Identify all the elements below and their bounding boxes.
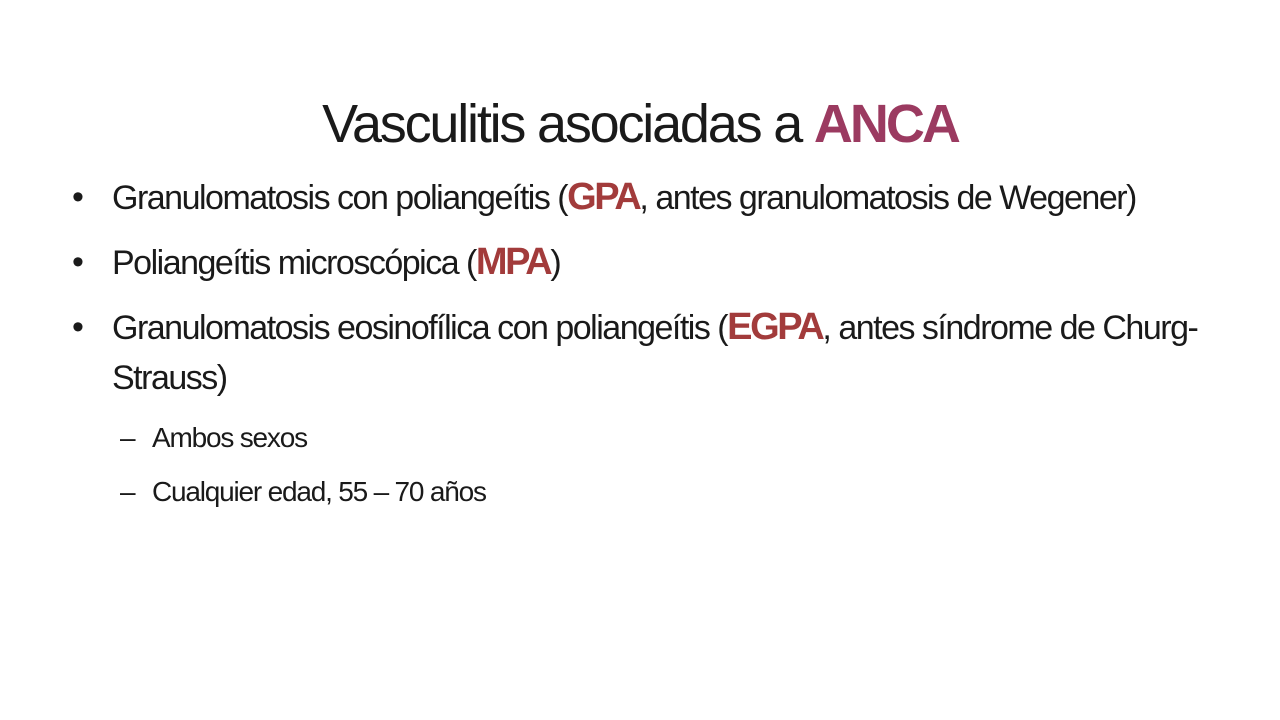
title-accent-anca: ANCA	[813, 94, 958, 155]
bullet-text: )	[550, 244, 561, 282]
bullet-text: Granulomatosis con poliangeítis (	[112, 179, 568, 217]
bullet-item-egpa	[72, 302, 1202, 403]
bullet-text: Granulomatosis eosinofílica con poliangeítis (	[112, 309, 728, 347]
subbullet-item-sexes	[72, 417, 1202, 459]
bullet-dot: •	[72, 178, 84, 216]
bullet-dot: •	[72, 243, 84, 281]
bullet-dot: •	[72, 308, 84, 346]
subbullet-text: Cualquier edad, 55 – 70 años	[152, 476, 486, 507]
subbullet-item-age	[72, 471, 1202, 513]
subbullet-dash: –	[120, 422, 135, 453]
bullet-item-gpa	[72, 172, 1202, 223]
bullet-text: , antes síndrome de Churg-Strauss)	[112, 309, 1198, 397]
subbullet-text: Ambos sexos	[152, 422, 307, 453]
slide-title	[0, 88, 1280, 160]
abbr-gpa: GPA	[567, 176, 640, 218]
bullet-text: , antes granulomatosis de Wegener)	[639, 179, 1136, 217]
abbr-egpa: EGPA	[727, 306, 823, 348]
subbullet-dash: –	[120, 476, 135, 507]
title-text: Vasculitis asociadas a	[322, 94, 814, 155]
bullet-text: Poliangeítis microscópica (	[112, 244, 476, 282]
bullet-list	[72, 172, 1202, 525]
bullet-item-mpa	[72, 237, 1202, 288]
abbr-mpa: MPA	[475, 241, 551, 283]
